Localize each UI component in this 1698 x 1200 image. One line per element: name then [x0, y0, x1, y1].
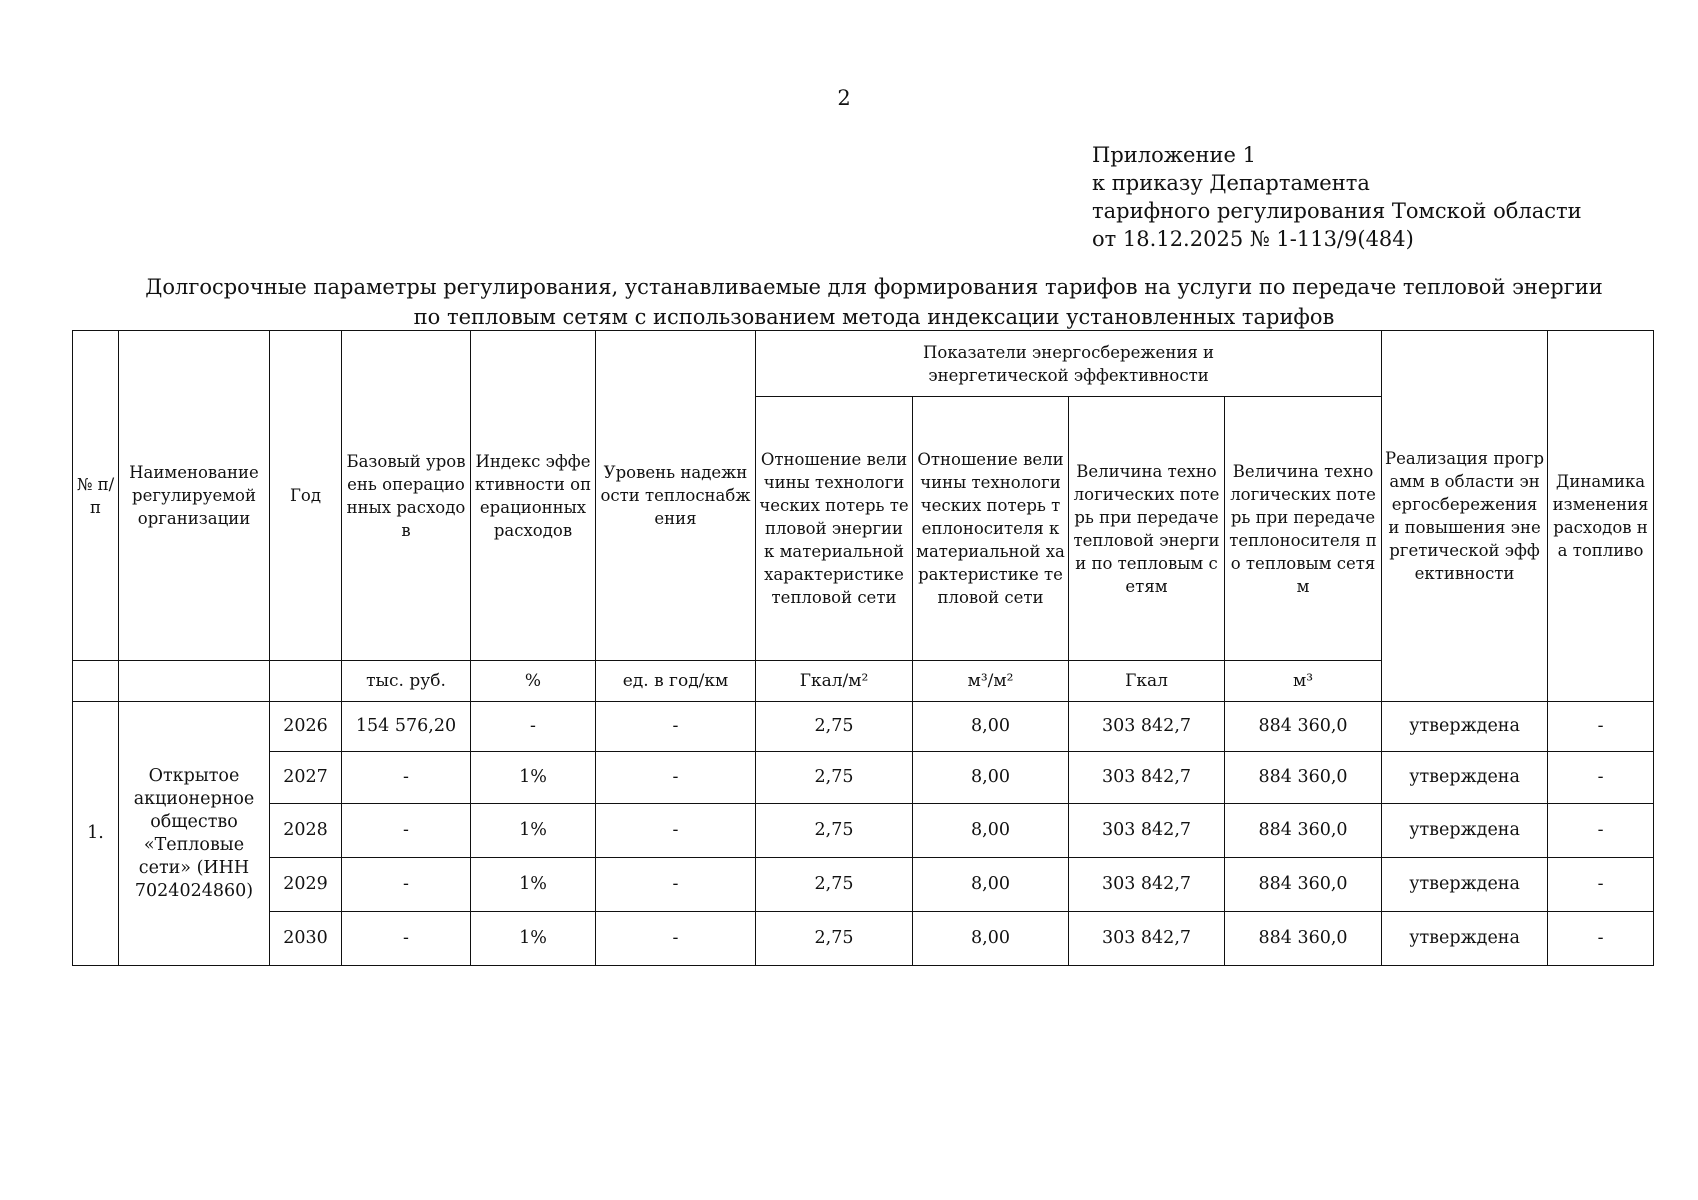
unit-base-opex: тыс. руб. [342, 661, 471, 702]
cell-efficiency-index: 1% [471, 752, 596, 804]
document-title-line-1: Долгосрочные параметры регулирования, устанавливаемые для формирования тарифов на услуги по передаче тепловой энергии [145, 275, 1603, 299]
cell-reliability: - [596, 702, 756, 752]
cell-heat-loss: 303 842,7 [1069, 804, 1225, 858]
org-name: Открытое акционерное общество «Тепловые сети» (ИНН 7024024860) [119, 702, 270, 966]
cell-base-opex: - [342, 858, 471, 912]
cell-fuel-dynamics: - [1548, 804, 1654, 858]
appendix-block [1092, 141, 1582, 253]
appendix-line-2: к приказу Департамента [1092, 171, 1370, 195]
cell-programs: утверждена [1382, 858, 1548, 912]
header-heat-loss-ratio: Отношение величины технологических потерь тепловой энергии к материальной характеристике тепловой сети [756, 397, 913, 661]
table-row [73, 752, 1654, 804]
unit-heat-loss: Гкал [1069, 661, 1225, 702]
cell-year: 2029 [270, 858, 342, 912]
cell-carrier-loss-ratio: 8,00 [913, 858, 1069, 912]
cell-base-opex: - [342, 912, 471, 966]
units-org-spacer [119, 661, 270, 702]
cell-carrier-loss: 884 360,0 [1225, 912, 1382, 966]
cell-year: 2026 [270, 702, 342, 752]
cell-programs: утверждена [1382, 804, 1548, 858]
header-fuel-dynamics: Динамика изменения расходов на топливо [1548, 331, 1654, 702]
cell-heat-loss-ratio: 2,75 [756, 804, 913, 858]
cell-efficiency-index: 1% [471, 858, 596, 912]
cell-carrier-loss-ratio: 8,00 [913, 752, 1069, 804]
cell-base-opex: - [342, 752, 471, 804]
appendix-line-4: от 18.12.2025 № 1-113/9(484) [1092, 227, 1414, 251]
cell-heat-loss: 303 842,7 [1069, 702, 1225, 752]
cell-efficiency-index: 1% [471, 804, 596, 858]
unit-efficiency-index: % [471, 661, 596, 702]
table-row [73, 858, 1654, 912]
row-num: 1. [73, 702, 119, 966]
cell-heat-loss: 303 842,7 [1069, 912, 1225, 966]
cell-heat-loss: 303 842,7 [1069, 858, 1225, 912]
cell-fuel-dynamics: - [1548, 912, 1654, 966]
regulation-parameters-table [72, 330, 1654, 966]
cell-base-opex: - [342, 804, 471, 858]
header-base-opex: Базовый уровень операционных расходов [342, 331, 471, 661]
header-num: № п/п [73, 331, 119, 661]
unit-reliability: ед. в год/км [596, 661, 756, 702]
header-programs: Реализация программ в области энергосбережения и повышения энергетической эффективности [1382, 331, 1548, 702]
cell-heat-loss-ratio: 2,75 [756, 752, 913, 804]
units-num-spacer [73, 661, 119, 702]
cell-reliability: - [596, 858, 756, 912]
header-org: Наименование регулируемой организации [119, 331, 270, 661]
cell-year: 2028 [270, 804, 342, 858]
table-row [73, 702, 1654, 752]
cell-fuel-dynamics: - [1548, 858, 1654, 912]
cell-programs: утверждена [1382, 702, 1548, 752]
header-reliability: Уровень надежности теплоснабжения [596, 331, 756, 661]
document-title-line-2: по тепловым сетям с использованием метода индексации установленных тарифов [413, 305, 1335, 329]
appendix-line-1: Приложение 1 [1092, 143, 1256, 167]
cell-reliability: - [596, 804, 756, 858]
cell-programs: утверждена [1382, 752, 1548, 804]
cell-carrier-loss-ratio: 8,00 [913, 912, 1069, 966]
appendix-line-3: тарифного регулирования Томской области [1092, 199, 1582, 223]
cell-fuel-dynamics: - [1548, 702, 1654, 752]
unit-carrier-loss: м³ [1225, 661, 1382, 702]
header-energy-indicators-group: Показатели энергосбережения и энергетической эффективности [756, 331, 1382, 397]
cell-carrier-loss: 884 360,0 [1225, 858, 1382, 912]
cell-reliability: - [596, 752, 756, 804]
cell-carrier-loss: 884 360,0 [1225, 752, 1382, 804]
header-heat-loss: Величина технологических потерь при передаче тепловой энергии по тепловым сетям [1069, 397, 1225, 661]
cell-efficiency-index: 1% [471, 912, 596, 966]
page-number: 2 [837, 86, 851, 110]
cell-carrier-loss: 884 360,0 [1225, 804, 1382, 858]
header-carrier-loss: Величина технологических потерь при передаче теплоносителя по тепловым сетям [1225, 397, 1382, 661]
cell-fuel-dynamics: - [1548, 752, 1654, 804]
table-row [73, 912, 1654, 966]
cell-heat-loss-ratio: 2,75 [756, 858, 913, 912]
header-year: Год [270, 331, 342, 661]
document-title [60, 272, 1688, 332]
units-year-spacer [270, 661, 342, 702]
unit-heat-loss-ratio: Гкал/м² [756, 661, 913, 702]
cell-programs: утверждена [1382, 912, 1548, 966]
cell-carrier-loss-ratio: 8,00 [913, 804, 1069, 858]
cell-efficiency-index: - [471, 702, 596, 752]
unit-carrier-loss-ratio: м³/м² [913, 661, 1069, 702]
cell-heat-loss-ratio: 2,75 [756, 912, 913, 966]
cell-year: 2027 [270, 752, 342, 804]
cell-carrier-loss: 884 360,0 [1225, 702, 1382, 752]
cell-heat-loss: 303 842,7 [1069, 752, 1225, 804]
header-carrier-loss-ratio: Отношение величины технологических потерь теплоносителя к материальной характеристике тепловой сети [913, 397, 1069, 661]
cell-heat-loss-ratio: 2,75 [756, 702, 913, 752]
cell-base-opex: 154 576,20 [342, 702, 471, 752]
cell-carrier-loss-ratio: 8,00 [913, 702, 1069, 752]
table-row [73, 804, 1654, 858]
cell-year: 2030 [270, 912, 342, 966]
header-row-1 [73, 331, 1654, 397]
cell-reliability: - [596, 912, 756, 966]
header-efficiency-index: Индекс эффективности операционных расходов [471, 331, 596, 661]
